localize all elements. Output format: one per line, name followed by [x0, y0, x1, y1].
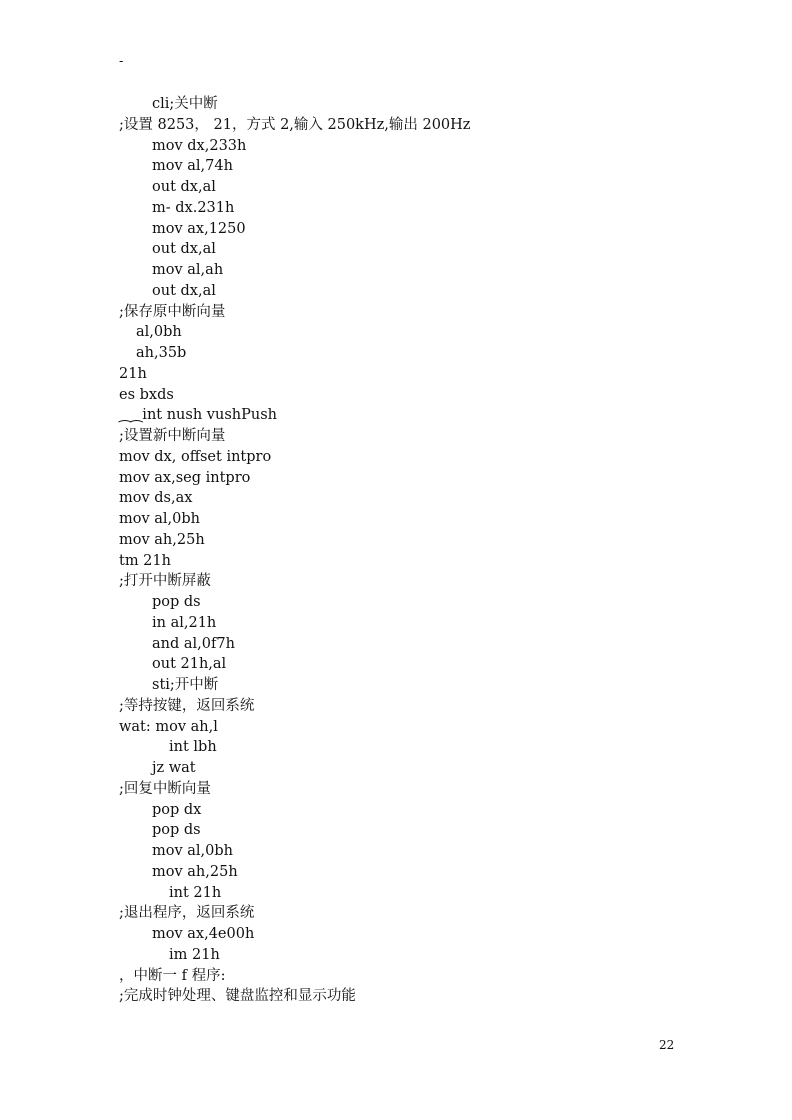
code-line: ⁔⁔int nush vushPush [119, 407, 277, 424]
code-line: pop ds [152, 594, 201, 610]
code-line: mov ax,1250 [152, 220, 246, 237]
code-listing [0, 94, 792, 1007]
code-line: ;保存原中断向量 [119, 303, 226, 320]
code-line: pop ds [152, 822, 201, 839]
code-line: mov dx,233h [152, 137, 247, 154]
code-line: pop dx [152, 801, 202, 818]
code-line: im 21h [169, 946, 220, 963]
code-line: mov ah,25h [119, 531, 205, 548]
code-line: 21h [119, 365, 147, 382]
code-line: wat: mov ah,l [119, 718, 218, 735]
code-line: mov al,74h [152, 158, 233, 175]
code-line: mov ah,25h [152, 863, 238, 880]
code-line: mov ax,4e00h [152, 926, 255, 942]
code-line: ;打开中断屏蔽 [119, 573, 211, 590]
code-line: cli;关中断 [152, 96, 218, 112]
code-line: m- dx.231h [152, 199, 235, 216]
code-line: ;退出程序，返回系统 [119, 905, 255, 922]
code-line: ;设置 8253， 21，方式 2,输入 250kHz,输出 200Hz [119, 116, 471, 133]
code-line: tm 21h [119, 552, 171, 569]
code-line: out 21h,al [152, 656, 227, 673]
code-line: mov al,ah [152, 262, 224, 278]
code-line: jz wat [152, 760, 196, 776]
code-line: mov ax,seg intpro [119, 469, 251, 486]
code-line: mov al,0bh [119, 511, 201, 527]
page-number: 22 [659, 1038, 675, 1052]
code-line: out dx,al [152, 179, 216, 195]
code-line: es bxds [119, 386, 174, 403]
code-line: sti;开中断 [152, 677, 219, 693]
code-line: ;设置新中断向量 [119, 428, 226, 444]
code-line: mov al,0bh [152, 843, 234, 859]
code-line: ;等持按键，返回系统 [119, 697, 255, 714]
code-line: ;完成时钟处理、键盘监控和显示功能 [119, 988, 356, 1005]
code-line: int 21h [169, 884, 222, 901]
code-line: and al,0f7h [152, 635, 235, 652]
header-mark: - [119, 54, 124, 69]
code-line: ah,35b [136, 345, 187, 361]
code-line: al,0bh [136, 324, 182, 341]
code-line: ;回复中断向量 [119, 780, 211, 797]
code-line: in al,21h [152, 614, 217, 631]
code-line: ，中断一 f 程序: [119, 967, 226, 984]
code-line: mov ds,ax [119, 490, 193, 507]
code-line: int lbh [169, 739, 217, 756]
code-line: mov dx, offset intpro [119, 448, 272, 465]
code-line: out dx,al [152, 282, 216, 299]
code-line: out dx,al [152, 241, 216, 258]
